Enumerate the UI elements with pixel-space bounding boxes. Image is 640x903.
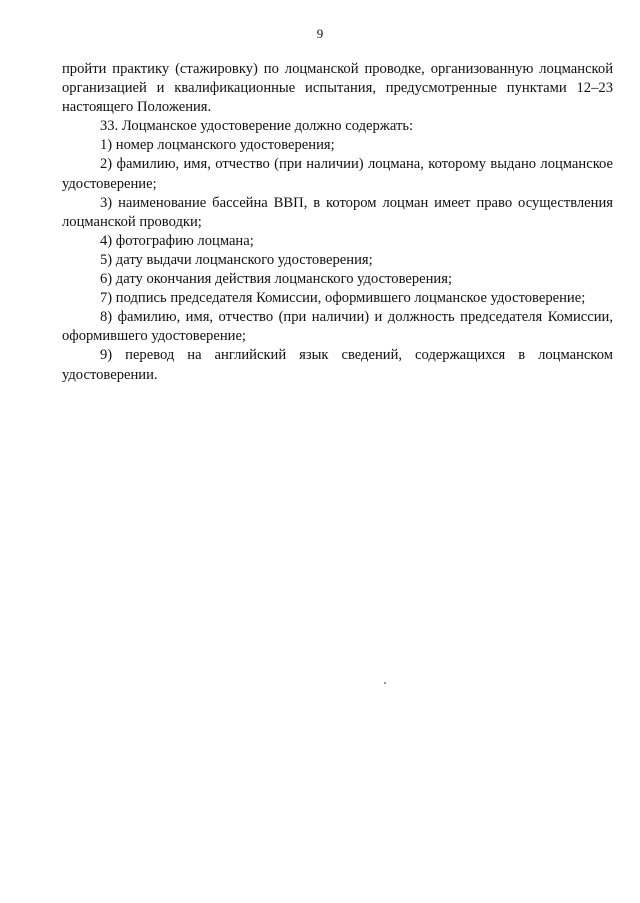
page-number: 9 (316, 26, 324, 41)
list-item-5: 5) дату выдачи лоцманского удостоверения; (100, 251, 373, 268)
document-body (62, 60, 613, 385)
list-item-7: 7) подпись председателя Комиссии, оформившего лоцманское удостоверение; (100, 290, 586, 307)
list-item-3: 3) наименование бассейна ВВП, в котором лоцман имеет право осуществления лоцманской проводки; (62, 194, 613, 230)
list-item-6: 6) дату окончания действия лоцманского удостоверения; (100, 271, 453, 288)
list-item-2: 2) фамилию, имя, отчество (при наличии) лоцмана, которому выдано лоцманское удостоверение; (62, 156, 613, 192)
scan-speck (384, 682, 386, 684)
list-item-1: 1) номер лоцманского удостоверения; (100, 137, 335, 154)
paragraph-item-33: 33. Лоцманское удостоверение должно содержать: (100, 118, 414, 135)
list-item-8: 8) фамилию, имя, отчество (при наличии) и должность председателя Комиссии, оформившего удостоверение; (62, 309, 613, 345)
paragraph-continuation: пройти практику (стажировку) по лоцманской проводке, организованную лоцманской организацией и квалификационные испытания, предусмотренные пунктами 12–23 настоящего Положения. (62, 61, 613, 116)
list-item-4: 4) фотографию лоцмана; (100, 232, 254, 249)
list-item-9: 9) перевод на английский язык сведений, содержащихся в лоцманском удостоверении. (62, 347, 613, 383)
